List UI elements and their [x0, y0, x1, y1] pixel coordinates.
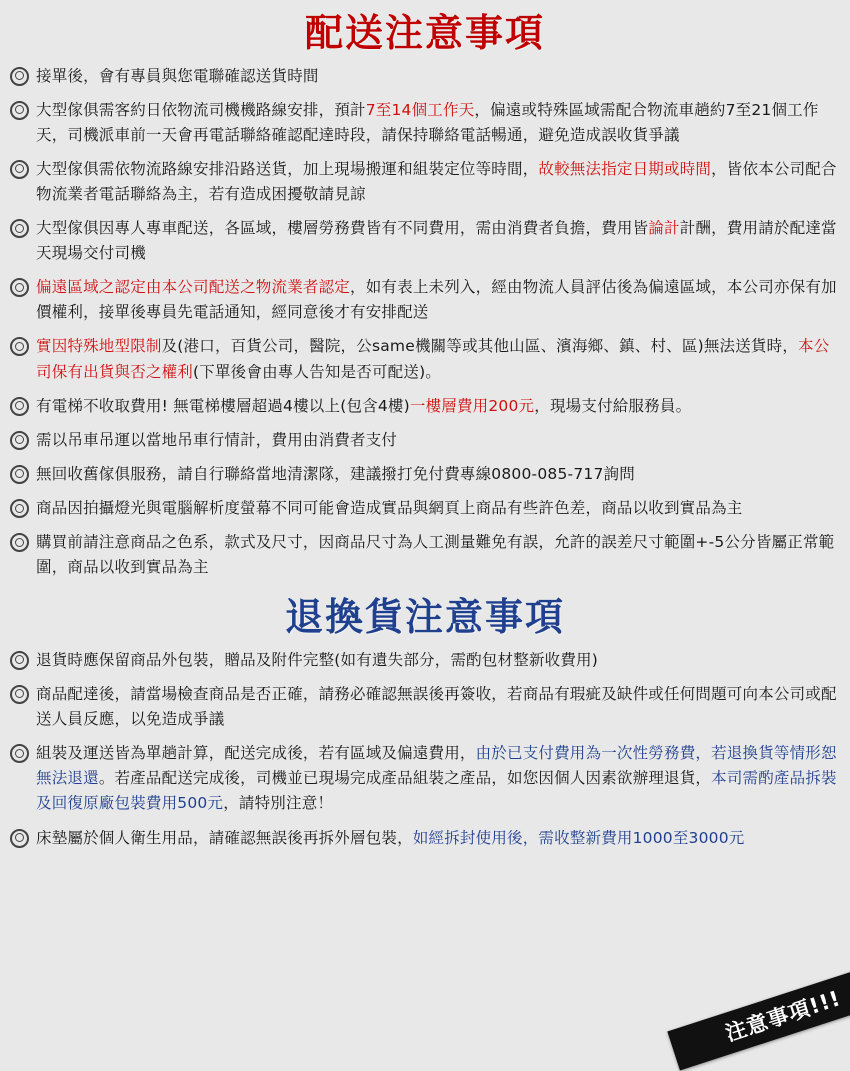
notice-item	[10, 530, 840, 580]
notice-item-text	[36, 530, 840, 580]
double-circle-bullet-icon	[10, 67, 29, 86]
notice-text-run: 7至14個工作天	[365, 100, 475, 119]
notice-text-run: ，現場支付給服務員。	[534, 396, 692, 415]
notice-text-run: 大型傢俱需客約日依物流司機機路線安排，預計	[36, 100, 366, 119]
notice-item	[10, 462, 840, 487]
double-circle-bullet-icon	[10, 651, 29, 670]
notice-item-text	[36, 98, 840, 148]
notice-item	[10, 496, 840, 521]
double-circle-bullet-icon	[10, 160, 29, 179]
notice-item	[10, 682, 840, 732]
notice-item	[10, 826, 840, 851]
notice-text-run: 有電梯不收取費用! 無電梯樓層超過4樓以上(包含4樓)	[36, 396, 410, 415]
notice-text-run: 本公司保有出貨與否之權利	[36, 337, 830, 381]
double-circle-bullet-icon	[10, 219, 29, 238]
notice-text-run: (下單後會由專人告知是否可配送)。	[193, 362, 442, 381]
notice-text-run: 商品配達後，請當場檢查商品是否正確，請務必確認無誤後再簽收，若商品有瑕疵及缺件或任何問題可向本公司或配送人員反應，以免造成爭議	[36, 684, 837, 729]
double-circle-bullet-icon	[10, 685, 29, 704]
notice-text-run: 需以吊車吊運以當地吊車行情計，費用由消費者支付	[36, 430, 398, 449]
notice-text-run: ，偏遠或特殊區域需配合物流車趟約7至21個工作天，司機派車前一天會再電話聯絡確認配達時段，請保持聯絡電話暢通，避免造成誤收貨爭議	[36, 100, 819, 144]
notice-item-text	[36, 157, 840, 207]
notice-item	[10, 394, 840, 419]
attention-ribbon: 注意事項!!!	[667, 960, 850, 1070]
notice-text-run: ，如有表上未列入，經由物流人員評估後為偏遠區域，本公司亦保有加價權利，接單後專員先電話通知，經同意後才有安排配送	[36, 278, 837, 322]
notice-text-run: 大型傢俱需依物流路線安排沿路送貨，加上現場搬運和組裝定位等時間，	[36, 159, 539, 178]
notice-text-run: ，皆依本公司配合物流業者電話聯絡為主，若有造成困擾敬請見諒	[36, 159, 837, 203]
notice-item	[10, 741, 840, 816]
notice-text-run: 床墊屬於個人衛生用品，請確認無誤後再拆外層包裝，	[36, 828, 413, 847]
double-circle-bullet-icon	[10, 744, 29, 763]
double-circle-bullet-icon	[10, 465, 29, 484]
double-circle-bullet-icon	[10, 431, 29, 450]
returns-notice-list	[10, 648, 840, 851]
notice-item-text	[36, 334, 840, 384]
notice-text-run: 本司需酌產品拆裝及回復原廠包裝費用500元	[36, 769, 837, 813]
page-title-delivery: 配送注意事項	[304, 11, 545, 55]
notice-text-run: 偏遠區域之認定由本公司配送之物流業者認定	[36, 278, 351, 297]
notice-text-run: 如經拆封使用後，需收整新費用1000至3000元	[412, 828, 745, 847]
notice-item-text	[36, 648, 840, 673]
notice-item-text	[36, 216, 840, 266]
notice-item	[10, 98, 840, 148]
notice-text-run: 由於已支付費用為一次性勞務費，若退換貨等情形恕無法退還	[36, 744, 837, 788]
notice-item	[10, 216, 840, 266]
notice-item-text	[36, 682, 840, 732]
double-circle-bullet-icon	[10, 533, 29, 552]
double-circle-bullet-icon	[10, 337, 29, 356]
notice-item-text	[36, 496, 840, 521]
delivery-notice-list	[10, 64, 840, 581]
notice-text-run: 大型傢俱因專人專車配送，各區域，樓層勞務費皆有不同費用，需由消費者負擔，費用皆	[36, 219, 649, 238]
double-circle-bullet-icon	[10, 499, 29, 518]
notice-text-run: 計酬，費用請於配達當天現場交付司機	[36, 219, 837, 263]
notice-text-run: 實因特殊地型限制	[36, 337, 162, 356]
notice-item	[10, 648, 840, 673]
notice-item	[10, 64, 840, 89]
double-circle-bullet-icon	[10, 101, 29, 120]
notice-item	[10, 334, 840, 384]
double-circle-bullet-icon	[10, 397, 29, 416]
notice-text-run: 。若產品配送完成後，司機並已現場完成產品組裝之產品，如您因個人因素欲辦理退貨，	[98, 769, 712, 788]
notice-item-text	[36, 826, 840, 851]
notice-text-run: 組裝及運送皆為單趟計算，配送完成後，若有區域及偏遠費用，	[36, 744, 476, 763]
notice-item-text	[36, 64, 840, 89]
notice-text-run: 無回收舊傢俱服務，請自行聯絡當地清潔隊，建議撥打免付費專線0800-085-717詢問	[36, 464, 635, 483]
double-circle-bullet-icon	[10, 829, 29, 848]
notice-item-text	[36, 275, 840, 325]
notice-item-text	[36, 741, 840, 816]
notice-text-run: 接單後，會有專員與您電聯確認送貨時間	[36, 66, 319, 85]
notice-text-run: 論計	[648, 219, 680, 238]
notice-item	[10, 275, 840, 325]
notice-text-run: 一樓層費用200元	[409, 396, 535, 415]
double-circle-bullet-icon	[10, 278, 29, 297]
notice-text-run: 購買前請注意商品之色系，款式及尺寸，因商品尺寸為人工測量難免有誤，允許的誤差尺寸範圍+-5公分皆屬正常範圍，商品以收到實品為主	[36, 533, 835, 577]
page-title-returns: 退換貨注意事項	[284, 595, 565, 640]
notice-text-run: 及(港口，百貨公司，醫院，公same機關等或其他山區、濱海鄉、鎮、村、區)無法送貨時，	[161, 337, 799, 356]
notice-text-run: 故較無法指定日期或時間	[538, 159, 712, 178]
notice-item-text	[36, 428, 840, 453]
notice-item	[10, 157, 840, 207]
notice-text-run: ，請特別注意！	[223, 794, 334, 813]
notice-text-run: 退貨時應保留商品外包裝，贈品及附件完整(如有遺失部分，需酌包材整新收費用)	[36, 650, 598, 669]
notice-item-text	[36, 394, 840, 419]
notice-item-text	[36, 462, 840, 487]
notice-item	[10, 428, 840, 453]
notice-text-run: 商品因拍攝燈光與電腦解析度螢幕不同可能會造成實品與網頁上商品有些許色差，商品以收到實品為主	[36, 499, 743, 518]
